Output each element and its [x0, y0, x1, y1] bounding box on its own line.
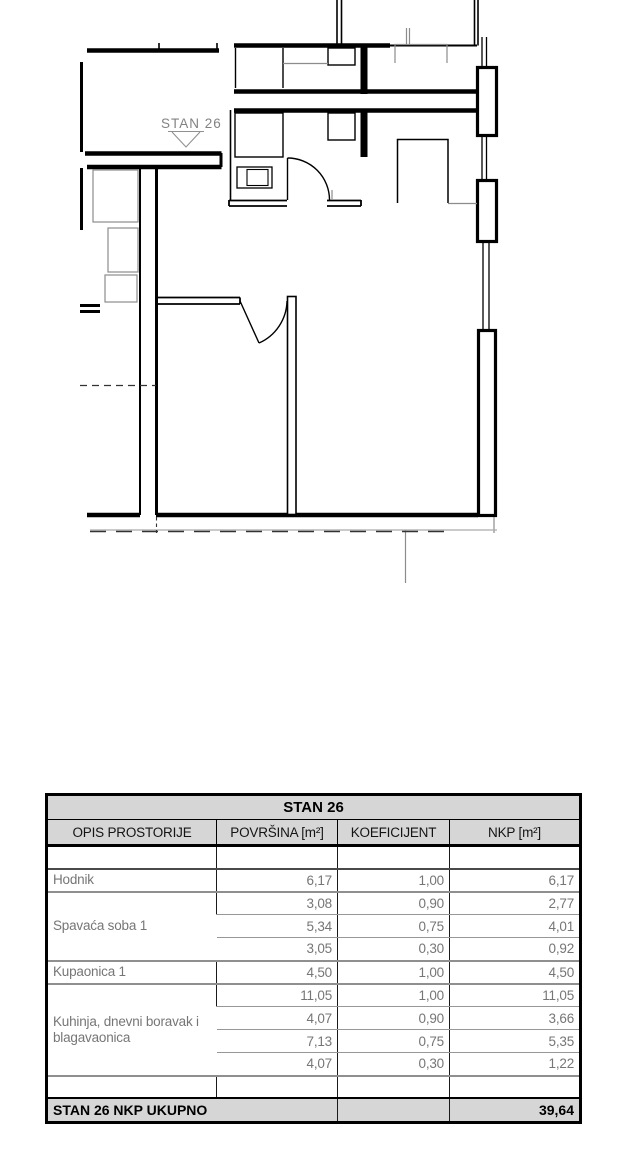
area-cell: 4,07: [217, 1007, 338, 1030]
down-arrow-icon: [168, 132, 204, 148]
area-table-rows: [47, 846, 581, 1098]
bedroom-door-arc: [259, 301, 287, 343]
interior-detail: [231, 48, 449, 203]
nkp-cell: 5,35: [450, 1030, 581, 1053]
area-table: [45, 793, 582, 1124]
nkp-cell: 11,05: [450, 984, 581, 1007]
total-value: 39,64: [450, 1098, 581, 1123]
coefficient-cell: 0,90: [338, 892, 450, 915]
room-name-cell: Spavaća soba 1: [47, 892, 217, 961]
facade-piers: [478, 68, 497, 516]
spacer-row-top: [47, 846, 581, 869]
col-header-povrsina: POVRŠINA [m²]: [217, 820, 338, 846]
walls-thick: [85, 46, 478, 516]
area-cell: 4,07: [217, 1053, 338, 1076]
col-header-nkp: NKP [m²]: [450, 820, 581, 846]
table-row: [47, 984, 581, 1007]
empty-cell: [47, 1076, 217, 1098]
unit-label: STAN 26: [161, 116, 222, 131]
table-title-row: [47, 795, 581, 820]
coefficient-cell: 0,30: [338, 938, 450, 961]
coefficient-cell: 1,00: [338, 984, 450, 1007]
unit-label-group: [161, 116, 222, 147]
area-cell: 5,34: [217, 915, 338, 938]
nkp-cell: 0,92: [450, 938, 581, 961]
table-row: [47, 869, 581, 892]
room-name-cell: Kupaonica 1: [47, 961, 217, 984]
empty-cell: [450, 1076, 581, 1098]
room-name-cell: Hodnik: [47, 869, 217, 892]
empty-cell: [217, 1076, 338, 1098]
area-cell: 4,50: [217, 961, 338, 984]
table-row: [47, 961, 581, 984]
empty-cell: [338, 1076, 450, 1098]
total-row: [47, 1098, 581, 1123]
total-empty-cell: [338, 1098, 450, 1123]
empty-cell: [338, 846, 450, 869]
empty-cell: [217, 846, 338, 869]
nkp-cell: 4,01: [450, 915, 581, 938]
table-header-row: [47, 820, 581, 846]
cropped-partitions: [159, 0, 478, 50]
total-label: STAN 26 NKP UKUPNO: [47, 1098, 338, 1123]
area-cell: 7,13: [217, 1030, 338, 1053]
coefficient-cell: 0,90: [338, 1007, 450, 1030]
coefficient-cell: 1,00: [338, 869, 450, 892]
table-title: STAN 26: [47, 795, 581, 820]
table-row: [47, 892, 581, 915]
nkp-cell: 4,50: [450, 961, 581, 984]
coefficient-cell: 0,30: [338, 1053, 450, 1076]
nkp-cell: 3,66: [450, 1007, 581, 1030]
area-cell: 3,05: [217, 938, 338, 961]
coefficient-cell: 0,75: [338, 915, 450, 938]
room-name-cell: Kuhinja, dnevni boravak i blagavaonica: [47, 984, 217, 1076]
walls-double: [155, 200, 361, 515]
empty-cell: [47, 846, 217, 869]
coefficient-cell: 0,75: [338, 1030, 450, 1053]
area-cell: 3,08: [217, 892, 338, 915]
area-schedule: [45, 793, 579, 1124]
nkp-cell: 2,77: [450, 892, 581, 915]
coefficient-cell: 1,00: [338, 961, 450, 984]
col-header-koeficijent: KOEFICIJENT: [338, 820, 450, 846]
bedroom-door-leaf: [240, 301, 259, 343]
dashed-lines: [80, 386, 445, 534]
area-cell: 6,17: [217, 869, 338, 892]
bathroom-door-arc: [288, 158, 330, 200]
nkp-cell: 1,22: [450, 1053, 581, 1076]
spacer-row-bottom: [47, 1076, 581, 1098]
nkp-cell: 6,17: [450, 869, 581, 892]
area-cell: 11,05: [217, 984, 338, 1007]
col-header-opis-prostorije: OPIS PROSTORIJE: [47, 820, 217, 846]
empty-cell: [450, 846, 581, 869]
